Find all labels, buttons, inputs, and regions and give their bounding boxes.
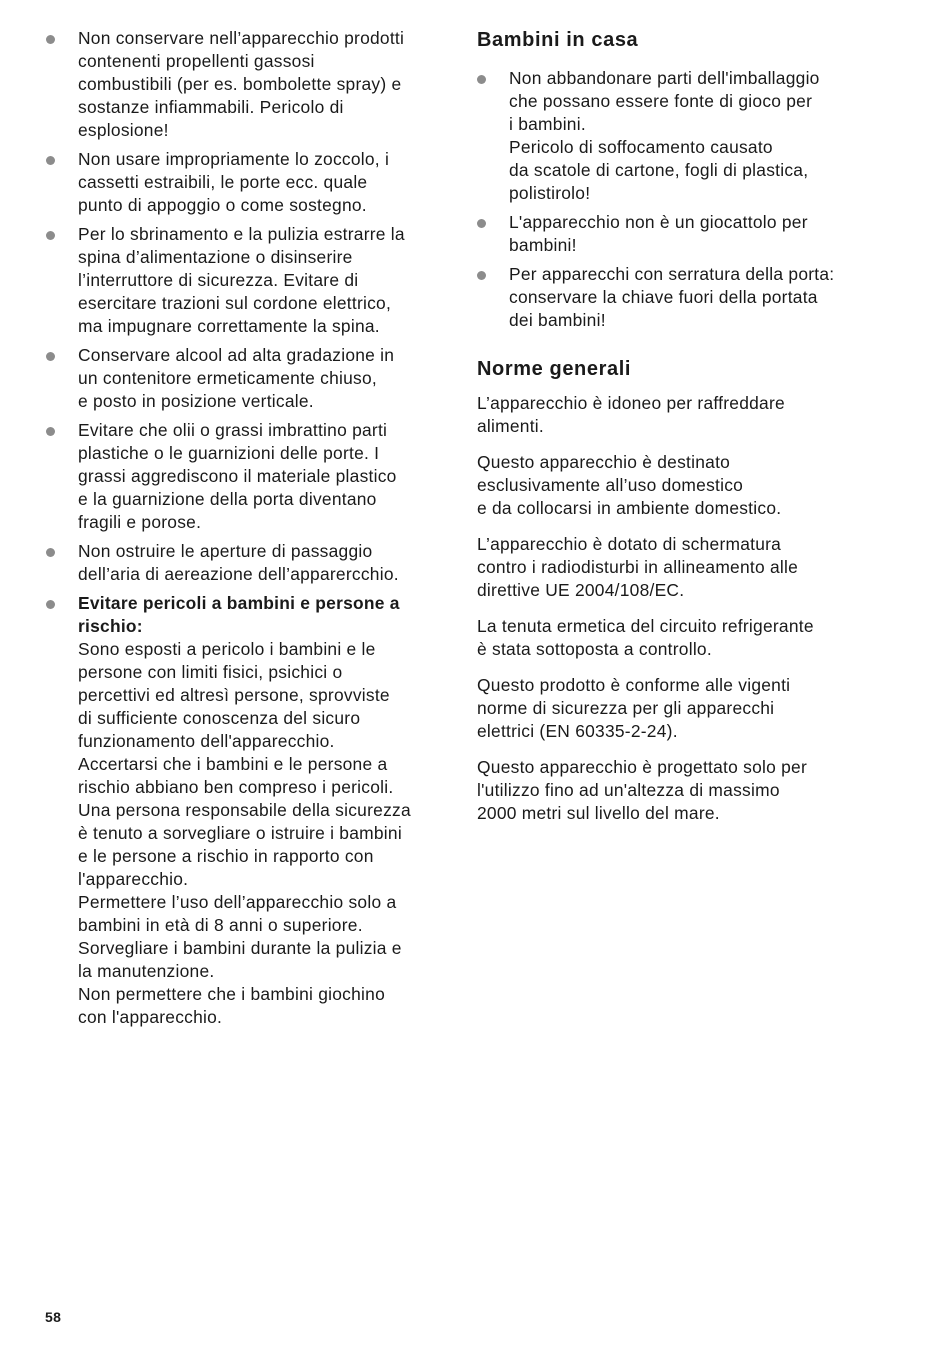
text-line: bambini! — [509, 235, 577, 255]
text-line: è tenuto a sorvegliare o istruire i bambini — [78, 823, 402, 843]
text-line: Non abbandonare parti dell'imballaggio — [509, 68, 820, 88]
page-number: 58 — [45, 1309, 62, 1325]
text-line: e da collocarsi in ambiente domestico. — [477, 498, 782, 518]
text-line: esercitare trazioni sul cordone elettrico, — [78, 293, 392, 313]
text-line: direttive UE 2004/108/EC. — [477, 580, 685, 600]
text-line: L'apparecchio non è un giocattolo per — [509, 212, 808, 232]
text-line: Non conservare nell’apparecchio prodotti — [78, 28, 405, 48]
bullet-item — [477, 263, 877, 332]
bullet-heading-line: rischio: — [78, 616, 143, 636]
text-line: Non permettere che i bambini giochino — [78, 984, 385, 1004]
text-line: Conservare alcool ad alta gradazione in — [78, 345, 395, 365]
bullet-dot-icon — [46, 600, 55, 609]
text-line: l'apparecchio. — [78, 869, 189, 889]
text-line: funzionamento dell'apparecchio. — [78, 731, 335, 751]
section-heading-children: Bambini in casa — [477, 29, 639, 51]
bullet-heading-line: Evitare pericoli a bambini e persone a — [78, 593, 400, 613]
text-line: Permettere l’uso dell’apparecchio solo a — [78, 892, 397, 912]
text-line: percettivi ed altresì persone, sprovviste — [78, 685, 390, 705]
right-column — [477, 27, 877, 838]
text-line: cassetti estraibili, le porte ecc. quale — [78, 172, 368, 192]
text-line: L’apparecchio è idoneo per raffreddare — [477, 393, 785, 413]
bullet-item — [46, 27, 446, 142]
text-line: Non usare impropriamente lo zoccolo, i — [78, 149, 390, 169]
text-line: e posto in posizione verticale. — [78, 391, 314, 411]
paragraph — [477, 392, 877, 438]
text-line: La tenuta ermetica del circuito refrigerante — [477, 616, 814, 636]
text-line: Questo prodotto è conforme alle vigenti — [477, 675, 791, 695]
text-line: Accertarsi che i bambini e le persone a — [78, 754, 388, 774]
text-line: con l'apparecchio. — [78, 1007, 223, 1027]
bullet-dot-icon — [46, 427, 55, 436]
bullet-item — [46, 223, 446, 338]
text-line: Per apparecchi con serratura della porta: — [509, 264, 835, 284]
text-line: Questo apparecchio è destinato — [477, 452, 731, 472]
paragraph — [477, 674, 877, 743]
text-line: un contenitore ermeticamente chiuso, — [78, 368, 378, 388]
text-line: l’interruttore di sicurezza. Evitare di — [78, 270, 359, 290]
bullet-item — [46, 419, 446, 534]
text-line: polistirolo! — [509, 183, 591, 203]
text-line: grassi aggrediscono il materiale plastico — [78, 466, 397, 486]
text-line: la manutenzione. — [78, 961, 215, 981]
text-line: contro i radiodisturbi in allineamento alle — [477, 557, 799, 577]
text-line: sostanze infiammabili. Pericolo di — [78, 97, 344, 117]
text-line: 2000 metri sul livello del mare. — [477, 803, 720, 823]
text-line: dei bambini! — [509, 310, 606, 330]
bullet-dot-icon — [46, 231, 55, 240]
text-line: conservare la chiave fuori della portata — [509, 287, 818, 307]
bullet-dot-icon — [46, 548, 55, 557]
bullet-item — [46, 148, 446, 217]
bullet-dot-icon — [477, 271, 486, 280]
text-line: Sorvegliare i bambini durante la pulizia e — [78, 938, 402, 958]
text-line: i bambini. — [509, 114, 586, 134]
text-line: e la guarnizione della porta diventano — [78, 489, 377, 509]
text-line: Pericolo di soffocamento causato — [509, 137, 773, 157]
bullet-item — [46, 344, 446, 413]
text-line: è stata sottoposta a controllo. — [477, 639, 712, 659]
paragraph — [477, 451, 877, 520]
text-line: persone con limiti fisici, psichici o — [78, 662, 343, 682]
text-line: ma impugnare correttamente la spina. — [78, 316, 380, 336]
children-bullet-list — [477, 67, 877, 332]
text-line: norme di sicurezza per gli apparecchi — [477, 698, 775, 718]
paragraph — [477, 615, 877, 661]
text-line: contenenti propellenti gassosi — [78, 51, 315, 71]
text-line: rischio abbiano ben compreso i pericoli. — [78, 777, 394, 797]
text-line: l'utilizzo fino ad un'altezza di massimo — [477, 780, 780, 800]
text-line: esplosione! — [78, 120, 169, 140]
text-line: combustibili (per es. bombolette spray) e — [78, 74, 402, 94]
text-line: di sufficiente conoscenza del sicuro — [78, 708, 361, 728]
text-line: che possano essere fonte di gioco per — [509, 91, 813, 111]
bullet-dot-icon — [46, 156, 55, 165]
bullet-item — [477, 211, 877, 257]
bullet-dot-icon — [46, 352, 55, 361]
bullet-item — [46, 540, 446, 586]
text-line: Non ostruire le aperture di passaggio — [78, 541, 373, 561]
text-line: punto di appoggio o come sostegno. — [78, 195, 367, 215]
bullet-item — [477, 67, 877, 205]
left-column — [46, 27, 446, 1035]
text-line: fragili e porose. — [78, 512, 202, 532]
text-line: esclusivamente all’uso domestico — [477, 475, 744, 495]
text-line: spina d’alimentazione o disinserire — [78, 247, 353, 267]
paragraph — [477, 756, 877, 825]
bullet-dot-icon — [46, 35, 55, 44]
text-line: L’apparecchio è dotato di schermatura — [477, 534, 782, 554]
text-line: Questo apparecchio è progettato solo per — [477, 757, 808, 777]
text-line: da scatole di cartone, fogli di plastica, — [509, 160, 809, 180]
general-rules-text — [477, 392, 877, 825]
bullet-dot-icon — [477, 219, 486, 228]
text-line: dell’aria di aereazione dell’apparercchio. — [78, 564, 399, 584]
text-line: bambini in età di 8 anni o superiore. — [78, 915, 363, 935]
safety-bullet-list — [46, 27, 446, 1029]
bullet-dot-icon — [477, 75, 486, 84]
paragraph — [477, 533, 877, 602]
text-line: Evitare che olii o grassi imbrattino parti — [78, 420, 388, 440]
bullet-item — [46, 592, 446, 1029]
text-line: elettrici (EN 60335-2-24). — [477, 721, 678, 741]
text-line: e le persone a rischio in rapporto con — [78, 846, 374, 866]
text-line: alimenti. — [477, 416, 545, 436]
text-line: Sono esposti a pericolo i bambini e le — [78, 639, 376, 659]
text-line: Per lo sbrinamento e la pulizia estrarre la — [78, 224, 405, 244]
section-heading-general-rules: Norme generali — [477, 358, 632, 380]
text-line: plastiche o le guarnizioni delle porte. I — [78, 443, 380, 463]
text-line: Una persona responsabile della sicurezza — [78, 800, 411, 820]
